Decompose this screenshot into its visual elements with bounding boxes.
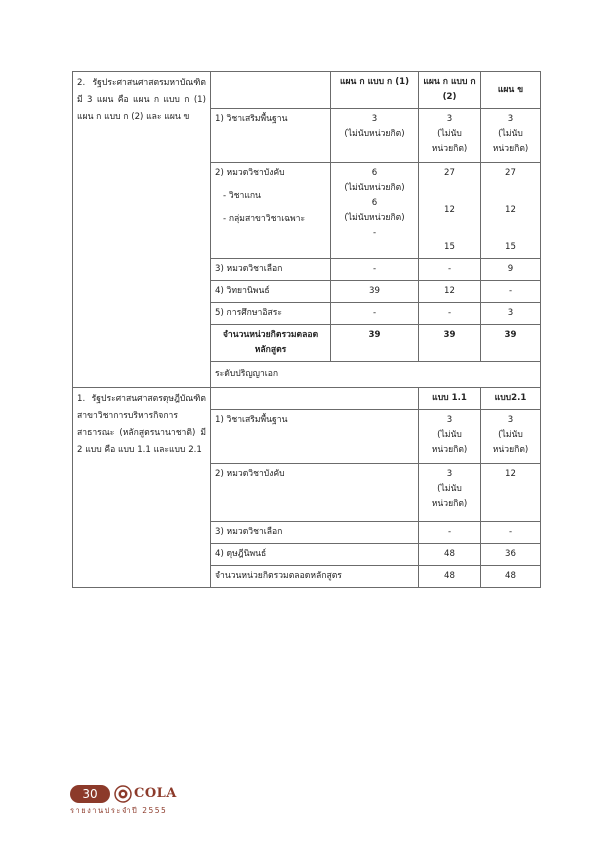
row-label: 1) วิชาเสริมพื้นฐาน	[211, 410, 419, 464]
page-footer	[70, 785, 200, 815]
header-blank-cell	[211, 72, 331, 109]
row-label: 4) ดุษฎีนิพนธ์	[211, 544, 419, 566]
row-label: 1) วิชาเสริมพื้นฐาน	[211, 109, 331, 163]
cell-value-group	[331, 163, 419, 259]
curriculum-table	[72, 71, 541, 588]
cell-value: 3 (ไม่นับ หน่วยกิต)	[481, 109, 541, 163]
doctoral-program-cell: 1. รัฐประศาสนศาสตรดุษฎีบัณฑิต สาขาวิชาการบริหารกิจการสาธารณะ (หลักสูตรนานาชาติ) มี 2 แบบ คือ แบบ 1.1 และแบบ 2.1	[73, 388, 211, 588]
cell-value: 3 (ไม่นับ หน่วยกิต)	[481, 410, 541, 464]
cell-value: 39	[331, 281, 419, 303]
total-value: 48	[419, 566, 481, 588]
cell-value: -	[481, 281, 541, 303]
cell-value: 27	[505, 168, 516, 178]
cell-value: 12	[419, 281, 481, 303]
total-label: จำนวนหน่วยกิตรวมตลอดหลักสูตร	[211, 566, 419, 588]
row-label: 5) การศึกษาอิสระ	[211, 303, 331, 325]
total-label: จำนวนหน่วยกิตรวมตลอดหลักสูตร	[211, 325, 331, 362]
header-plan-b: แผน ข	[481, 72, 541, 109]
cell-value: -	[419, 522, 481, 544]
masters-header-row	[73, 72, 541, 109]
cell-value: 15	[444, 242, 455, 252]
cell-value: 6 (ไม่นับหน่วยกิต)	[344, 168, 405, 193]
cell-value: 9	[481, 259, 541, 281]
cell-value: 6 (ไม่นับหน่วยกิต)	[344, 198, 405, 223]
cell-value: 27	[444, 168, 455, 178]
page-number: 30	[70, 785, 110, 803]
row-label: 2) หมวดวิชาบังคับ	[215, 168, 285, 178]
cell-value: -	[372, 228, 377, 238]
header-plan-a1: แผน ก แบบ ก (1)	[331, 72, 419, 109]
cell-value: -	[331, 303, 419, 325]
cell-value: 36	[481, 544, 541, 566]
header-plan-a2: แผน ก แบบ ก (2)	[419, 72, 481, 109]
row-label-group	[211, 163, 331, 259]
section-header-doctoral: ระดับปริญญาเอก	[211, 362, 541, 388]
row-label: 2) หมวดวิชาบังคับ	[211, 464, 419, 522]
cell-value: 3 (ไม่นับหน่วยกิต)	[331, 109, 419, 163]
row-label: 3) หมวดวิชาเลือก	[211, 259, 331, 281]
cell-value: 3 (ไม่นับ หน่วยกิต)	[419, 109, 481, 163]
university-seal-icon	[114, 785, 132, 803]
doctoral-header-row	[73, 388, 541, 410]
cell-value: 12	[481, 464, 541, 522]
cell-value: 15	[505, 242, 516, 252]
cell-value: 3 (ไม่นับ หน่วยกิต)	[419, 464, 481, 522]
cell-value-group	[481, 163, 541, 259]
cell-value: -	[481, 522, 541, 544]
cell-value: -	[419, 303, 481, 325]
total-value: 39	[481, 325, 541, 362]
total-value: 39	[419, 325, 481, 362]
cola-logo: COLA	[134, 786, 177, 801]
header-blank-cell	[211, 388, 419, 410]
total-value: 39	[331, 325, 419, 362]
header-plan-2-1: แบบ2.1	[481, 388, 541, 410]
row-label: 4) วิทยานิพนธ์	[211, 281, 331, 303]
masters-program-cell: 2. รัฐประศาสนศาสตรมหาบัณฑิต มี 3 แผน คือ แผน ก แบบ ก (1) แผน ก แบบ ก (2) และ แผน ข	[73, 72, 211, 388]
cell-value: 3 (ไม่นับ หน่วยกิต)	[419, 410, 481, 464]
row-sublabel: - วิชาแกน	[223, 191, 261, 201]
row-label: 3) หมวดวิชาเลือก	[211, 522, 419, 544]
cell-value: 12	[505, 205, 516, 215]
total-value: 48	[481, 566, 541, 588]
cell-value: 3	[481, 303, 541, 325]
header-plan-1-1: แบบ 1.1	[419, 388, 481, 410]
cell-value: 48	[419, 544, 481, 566]
cell-value: -	[331, 259, 419, 281]
row-sublabel: - กลุ่มสาขาวิชาเฉพาะ	[223, 214, 306, 224]
cell-value: 12	[444, 205, 455, 215]
annual-report-label: รายงานประจำปี 2555	[70, 806, 168, 815]
cell-value-group	[419, 163, 481, 259]
cell-value: -	[419, 259, 481, 281]
